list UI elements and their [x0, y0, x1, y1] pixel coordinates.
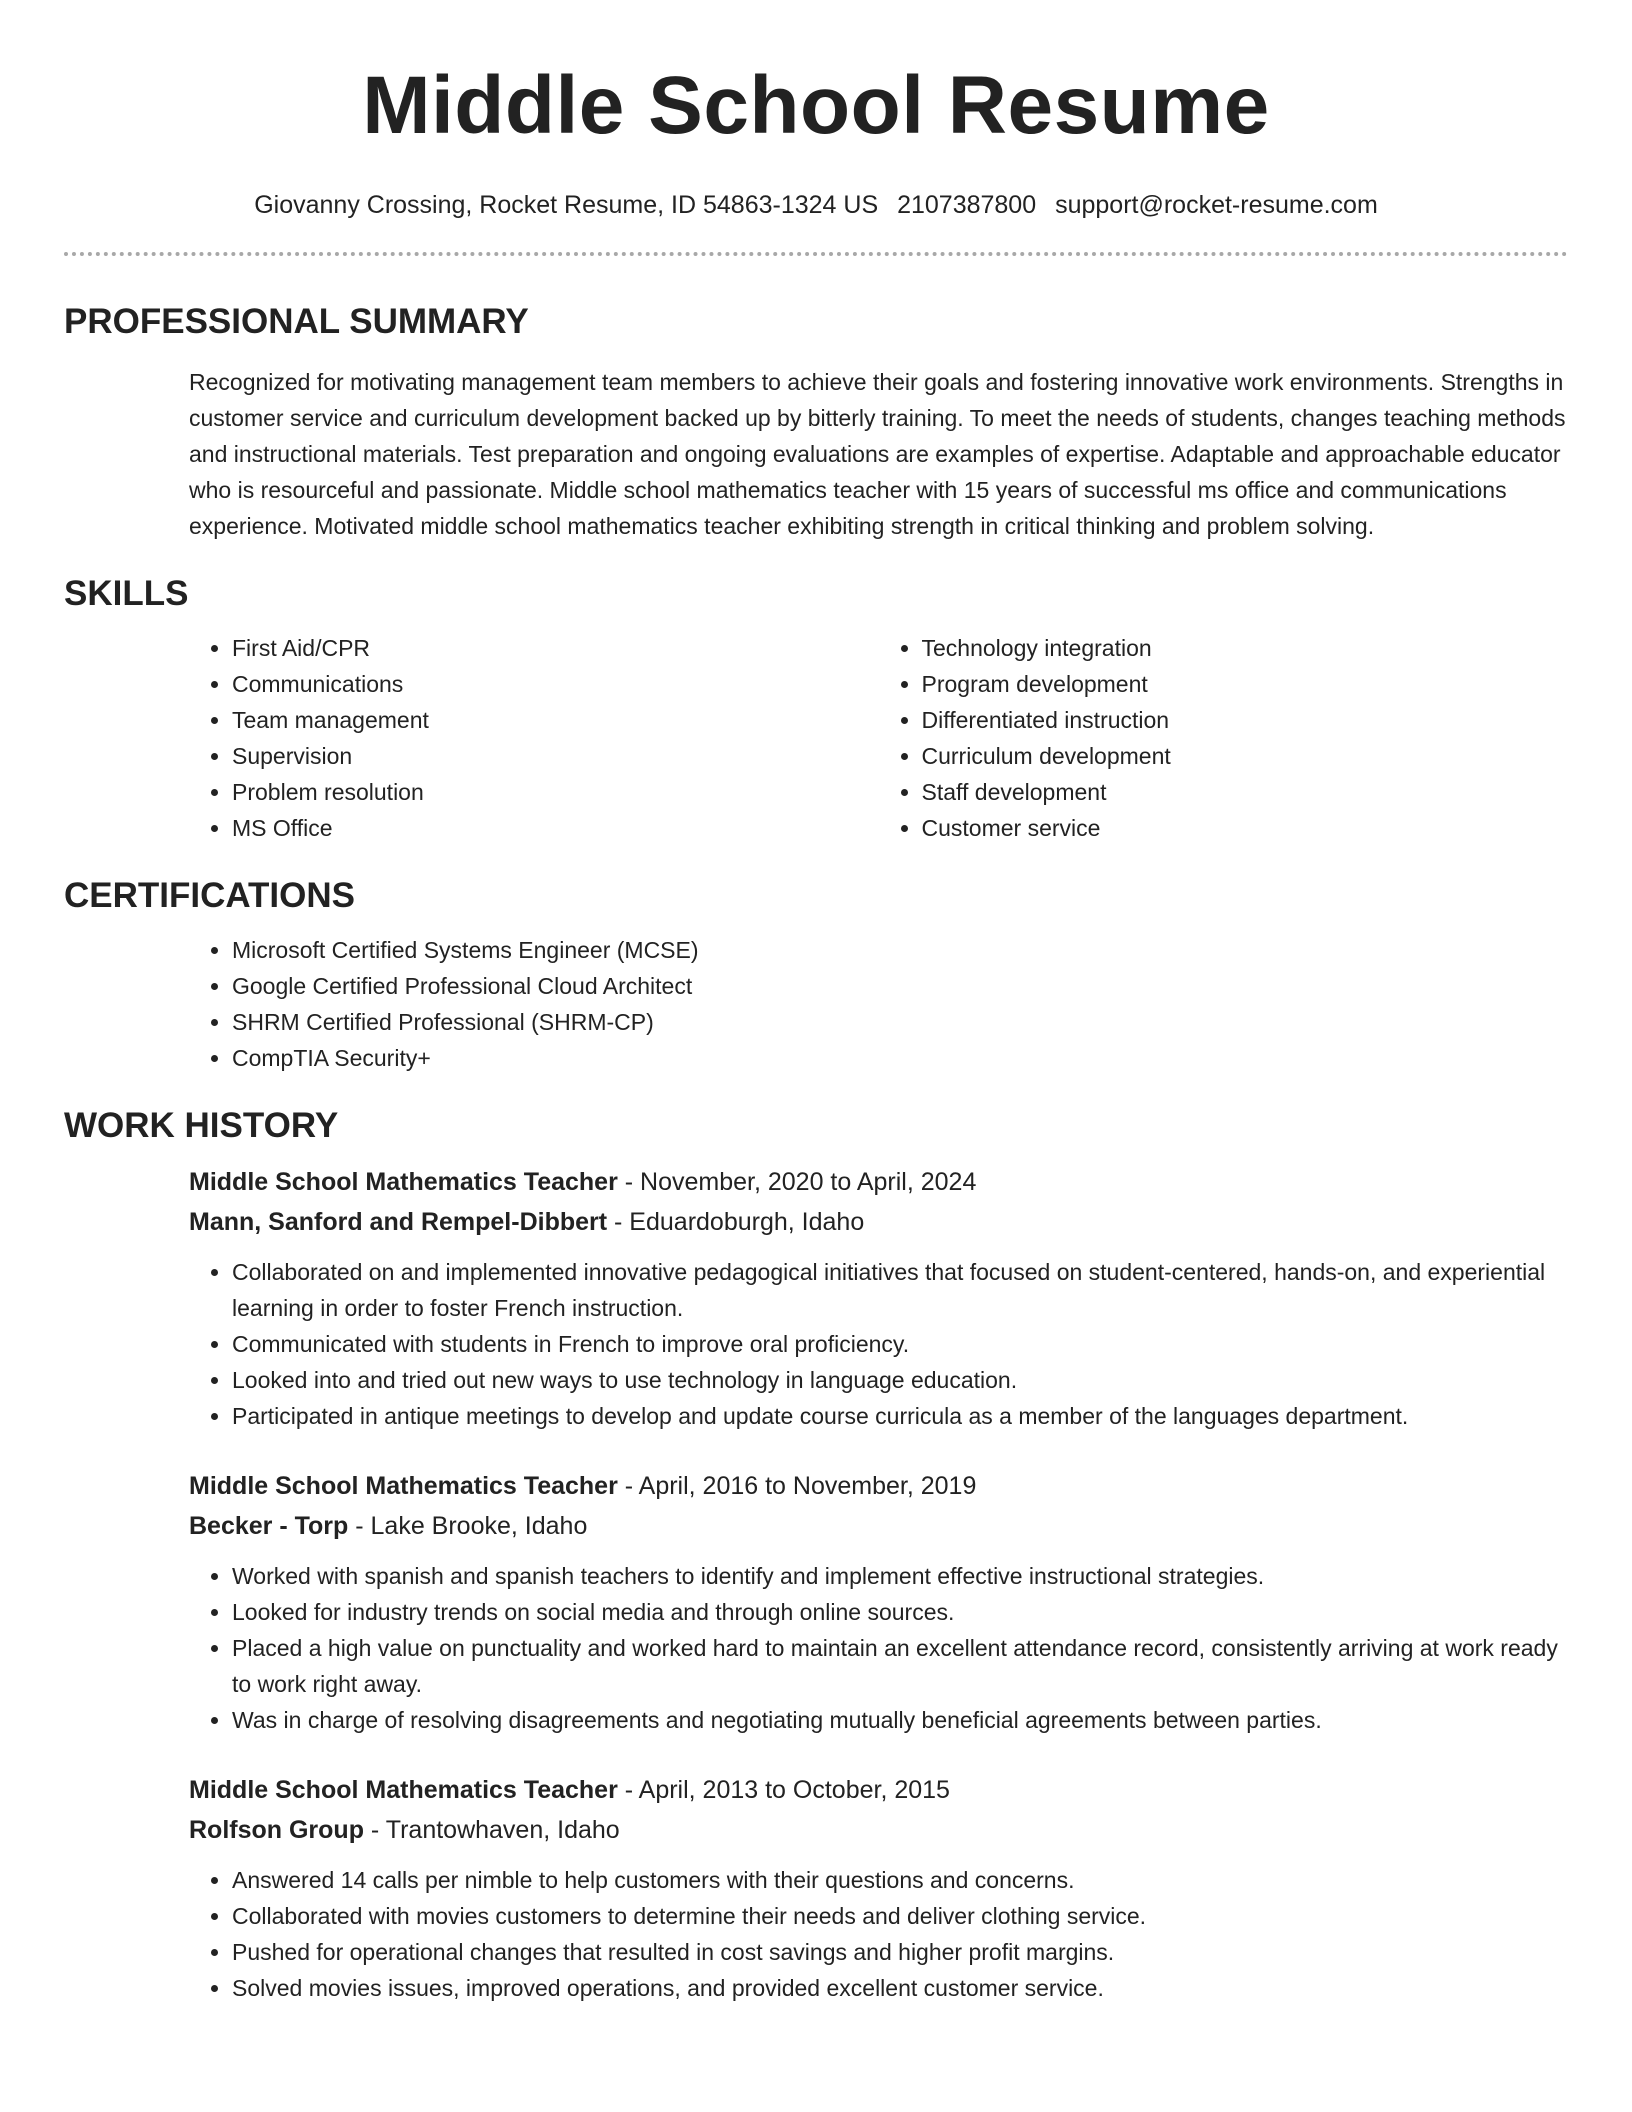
summary-text: Recognized for motivating management team members to achieve their goals and fostering innovative work environments. Strengths in customer service and curriculum development backed up by bitterly training. To meet the needs of students, changes teaching methods and instructional materials. Test preparation and ongoing evaluations are examples of expertise. Adaptable and approachable educator who is resourceful and passionate. Middle school mathematics teacher with 15 years of successful ms office and communications experience. Motivated middle school mathematics teacher exhibiting strength in critical thinking and problem solving.	[189, 369, 1566, 539]
skill-item: • Staff development	[922, 774, 1569, 810]
job-bullet: • Worked with spanish and spanish teachers to identify and implement effective instructional strategies.	[232, 1558, 1568, 1594]
header-divider	[64, 252, 1568, 256]
contact-info	[64, 190, 1568, 220]
contact-email: support@rocket-resume.com	[1055, 191, 1378, 219]
resume-title: Middle School Resume	[362, 60, 1270, 151]
certification-item: • SHRM Certified Professional (SHRM-CP)	[232, 1004, 1568, 1040]
contact-address: Giovanny Crossing, Rocket Resume, ID 54863-1324 US	[254, 191, 879, 219]
skills-columns	[189, 630, 1568, 846]
job-role: Middle School Mathematics Teacher	[189, 1776, 618, 1804]
skill-item: • Customer service	[922, 810, 1569, 846]
skill-item: • Communications	[232, 666, 879, 702]
job-location: - Lake Brooke, Idaho	[348, 1512, 588, 1540]
skills-list-right	[879, 630, 1569, 846]
job-bullet: • Solved movies issues, improved operations, and provided excellent customer service.	[232, 1970, 1568, 2006]
job-role: Middle School Mathematics Teacher	[189, 1472, 618, 1500]
job-location: - Eduardoburgh, Idaho	[607, 1208, 865, 1236]
skills-section	[64, 572, 1568, 846]
job-entry	[189, 1466, 1568, 1738]
job-bullet: • Collaborated on and implemented innovative pedagogical initiatives that focused on student-centered, hands-on, and experiential learning in order to foster French instruction.	[232, 1254, 1568, 1326]
certifications-list-wrap	[189, 932, 1568, 1076]
job-bullet: • Participated in antique meetings to develop and update course curricula as a member of the languages department.	[232, 1398, 1568, 1434]
skill-item: • Differentiated instruction	[922, 702, 1569, 738]
job-bullet: • Looked into and tried out new ways to use technology in language education.	[232, 1362, 1568, 1398]
job-bullet: • Placed a high value on punctuality and worked hard to maintain an excellent attendance record, consistently arriving at work ready to work right away.	[232, 1630, 1568, 1702]
job-bullet: • Collaborated with movies customers to determine their needs and deliver clothing service.	[232, 1898, 1568, 1934]
job-bullet: • Pushed for operational changes that resulted in cost savings and higher profit margins.	[232, 1934, 1568, 1970]
job-bullet: • Answered 14 calls per nimble to help customers with their questions and concerns.	[232, 1862, 1568, 1898]
skill-item: • Problem resolution	[232, 774, 879, 810]
certifications-heading: CERTIFICATIONS	[64, 876, 356, 915]
skills-heading: SKILLS	[64, 574, 189, 613]
skill-item: • Supervision	[232, 738, 879, 774]
skill-item: • Technology integration	[922, 630, 1569, 666]
certifications-list	[189, 932, 1568, 1076]
job-bullets	[189, 1862, 1568, 2006]
work-history-section	[64, 1104, 1568, 2006]
job-dates: - April, 2013 to October, 2015	[617, 1776, 950, 1804]
contact-phone: 2107387800	[897, 191, 1037, 219]
skill-item: • Curriculum development	[922, 738, 1569, 774]
skill-item: • Team management	[232, 702, 879, 738]
job-title-line	[189, 1466, 1568, 1506]
job-bullet: • Was in charge of resolving disagreements and negotiating mutually beneficial agreements between parties.	[232, 1702, 1568, 1738]
job-company: Mann, Sanford and Rempel-Dibbert	[189, 1208, 608, 1236]
job-bullet: • Looked for industry trends on social media and through online sources.	[232, 1594, 1568, 1630]
job-entry	[189, 1162, 1568, 1434]
certification-item: • Google Certified Professional Cloud Architect	[232, 968, 1568, 1004]
job-title-line	[189, 1770, 1568, 1810]
job-company-line	[189, 1506, 1568, 1546]
job-bullets	[189, 1254, 1568, 1434]
skill-item: • First Aid/CPR	[232, 630, 879, 666]
skill-item: • Program development	[922, 666, 1569, 702]
job-role: Middle School Mathematics Teacher	[189, 1168, 618, 1196]
job-bullets	[189, 1558, 1568, 1738]
job-dates: - November, 2020 to April, 2024	[617, 1168, 977, 1196]
job-title-line	[189, 1162, 1568, 1202]
skill-item: • MS Office	[232, 810, 879, 846]
summary-heading: PROFESSIONAL SUMMARY	[64, 302, 529, 341]
summary-section	[64, 300, 1568, 544]
certification-item: • CompTIA Security+	[232, 1040, 1568, 1076]
job-bullet: • Communicated with students in French to improve oral proficiency.	[232, 1326, 1568, 1362]
job-company-line	[189, 1810, 1568, 1850]
job-company: Becker - Torp	[189, 1512, 349, 1540]
job-entry	[189, 1770, 1568, 2006]
skills-list-left	[189, 630, 879, 846]
job-company: Rolfson Group	[189, 1816, 364, 1844]
certifications-section	[64, 874, 1568, 1076]
job-company-line	[189, 1202, 1568, 1242]
job-dates: - April, 2016 to November, 2019	[617, 1472, 977, 1500]
job-location: - Trantowhaven, Idaho	[363, 1816, 620, 1844]
certification-item: • Microsoft Certified Systems Engineer (MCSE)	[232, 932, 1568, 968]
work-history-heading: WORK HISTORY	[64, 1106, 339, 1145]
